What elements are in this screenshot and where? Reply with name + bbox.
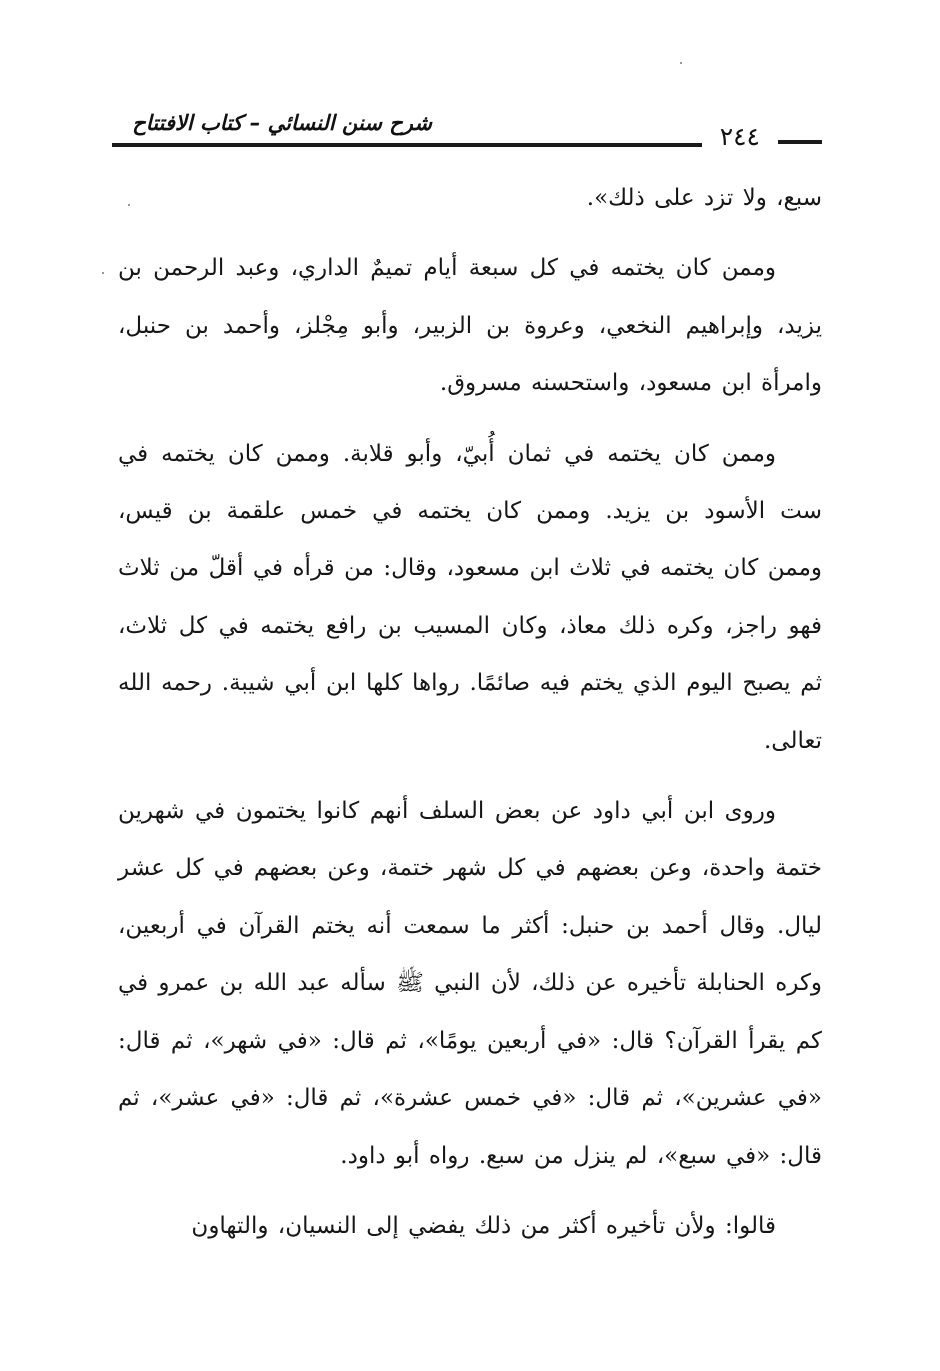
- paragraph-1: سبع، ولا تزد على ذلك».: [586, 185, 822, 211]
- paragraph-2: وممن كان يختمه في كل سبعة أيام تميمٌ الداري، وعبد الرحمن بن يزيد، وإبراهيم النخعي، وعروة بن الزبير، وأبو مِجْلز، وأحمد بن حنبل، وامرأة ابن مسعود، واستحسنه مسروق.: [118, 255, 822, 397]
- header-rule: [112, 143, 702, 147]
- scan-speck: [128, 204, 130, 206]
- scan-speck: [102, 272, 104, 274]
- scan-speck: [680, 62, 682, 64]
- paragraph-3: وممن كان يختمه في ثمان أُبيّ، وأبو قلابة. وممن كان يختمه في ست الأسود بن يزيد. وممن كان يختمه في خمس علقمة بن قيس، وممن كان يختمه في ثلاث ابن مسعود، وقال: من قرأه في أقلّ من ثلاث فهو راجز، وكره ذلك معاذ، وكان المسيب بن رافع يختمه في كل ثلاث، ثم يصبح اليوم الذي يختم فيه صائمًا. رواها كلها ابن أبي شيبة. رحمه الله تعالى.: [118, 440, 822, 754]
- body-text: [118, 170, 822, 1255]
- running-header: [112, 100, 822, 156]
- paragraph-5: قالوا: ولأن تأخيره أكثر من ذلك يفضي إلى النسيان، والتهاون: [191, 1212, 776, 1239]
- header-title: شرح سنن النسائي – كتاب الافتتاح: [132, 111, 432, 135]
- paragraph-4: وروى ابن أبي داود عن بعض السلف أنهم كانوا يختمون في شهرين ختمة واحدة، وعن بعضهم في كل شهر ختمة، وعن بعضهم في كل عشر ليال. وقال أحمد بن حنبل: أكثر ما سمعت أنه يختم القرآن في أربعين، وكره الحنابلة تأخيره عن ذلك، لأن النبي ﷺ سأله عبد الله بن عمرو في كم يقرأ القرآن؟ قال: «في أربعين يومًا»، ثم قال: «في شهر»، ثم قال: «في عشرين»، ثم قال: «في خمس عشرة»، ثم قال: «في عشر»، ثم قال: «في سبع»، لم ينزل من سبع. رواه أبو داود.: [118, 798, 822, 1169]
- page-number: ٢٤٤: [719, 122, 760, 151]
- page-number-dash: [778, 140, 822, 144]
